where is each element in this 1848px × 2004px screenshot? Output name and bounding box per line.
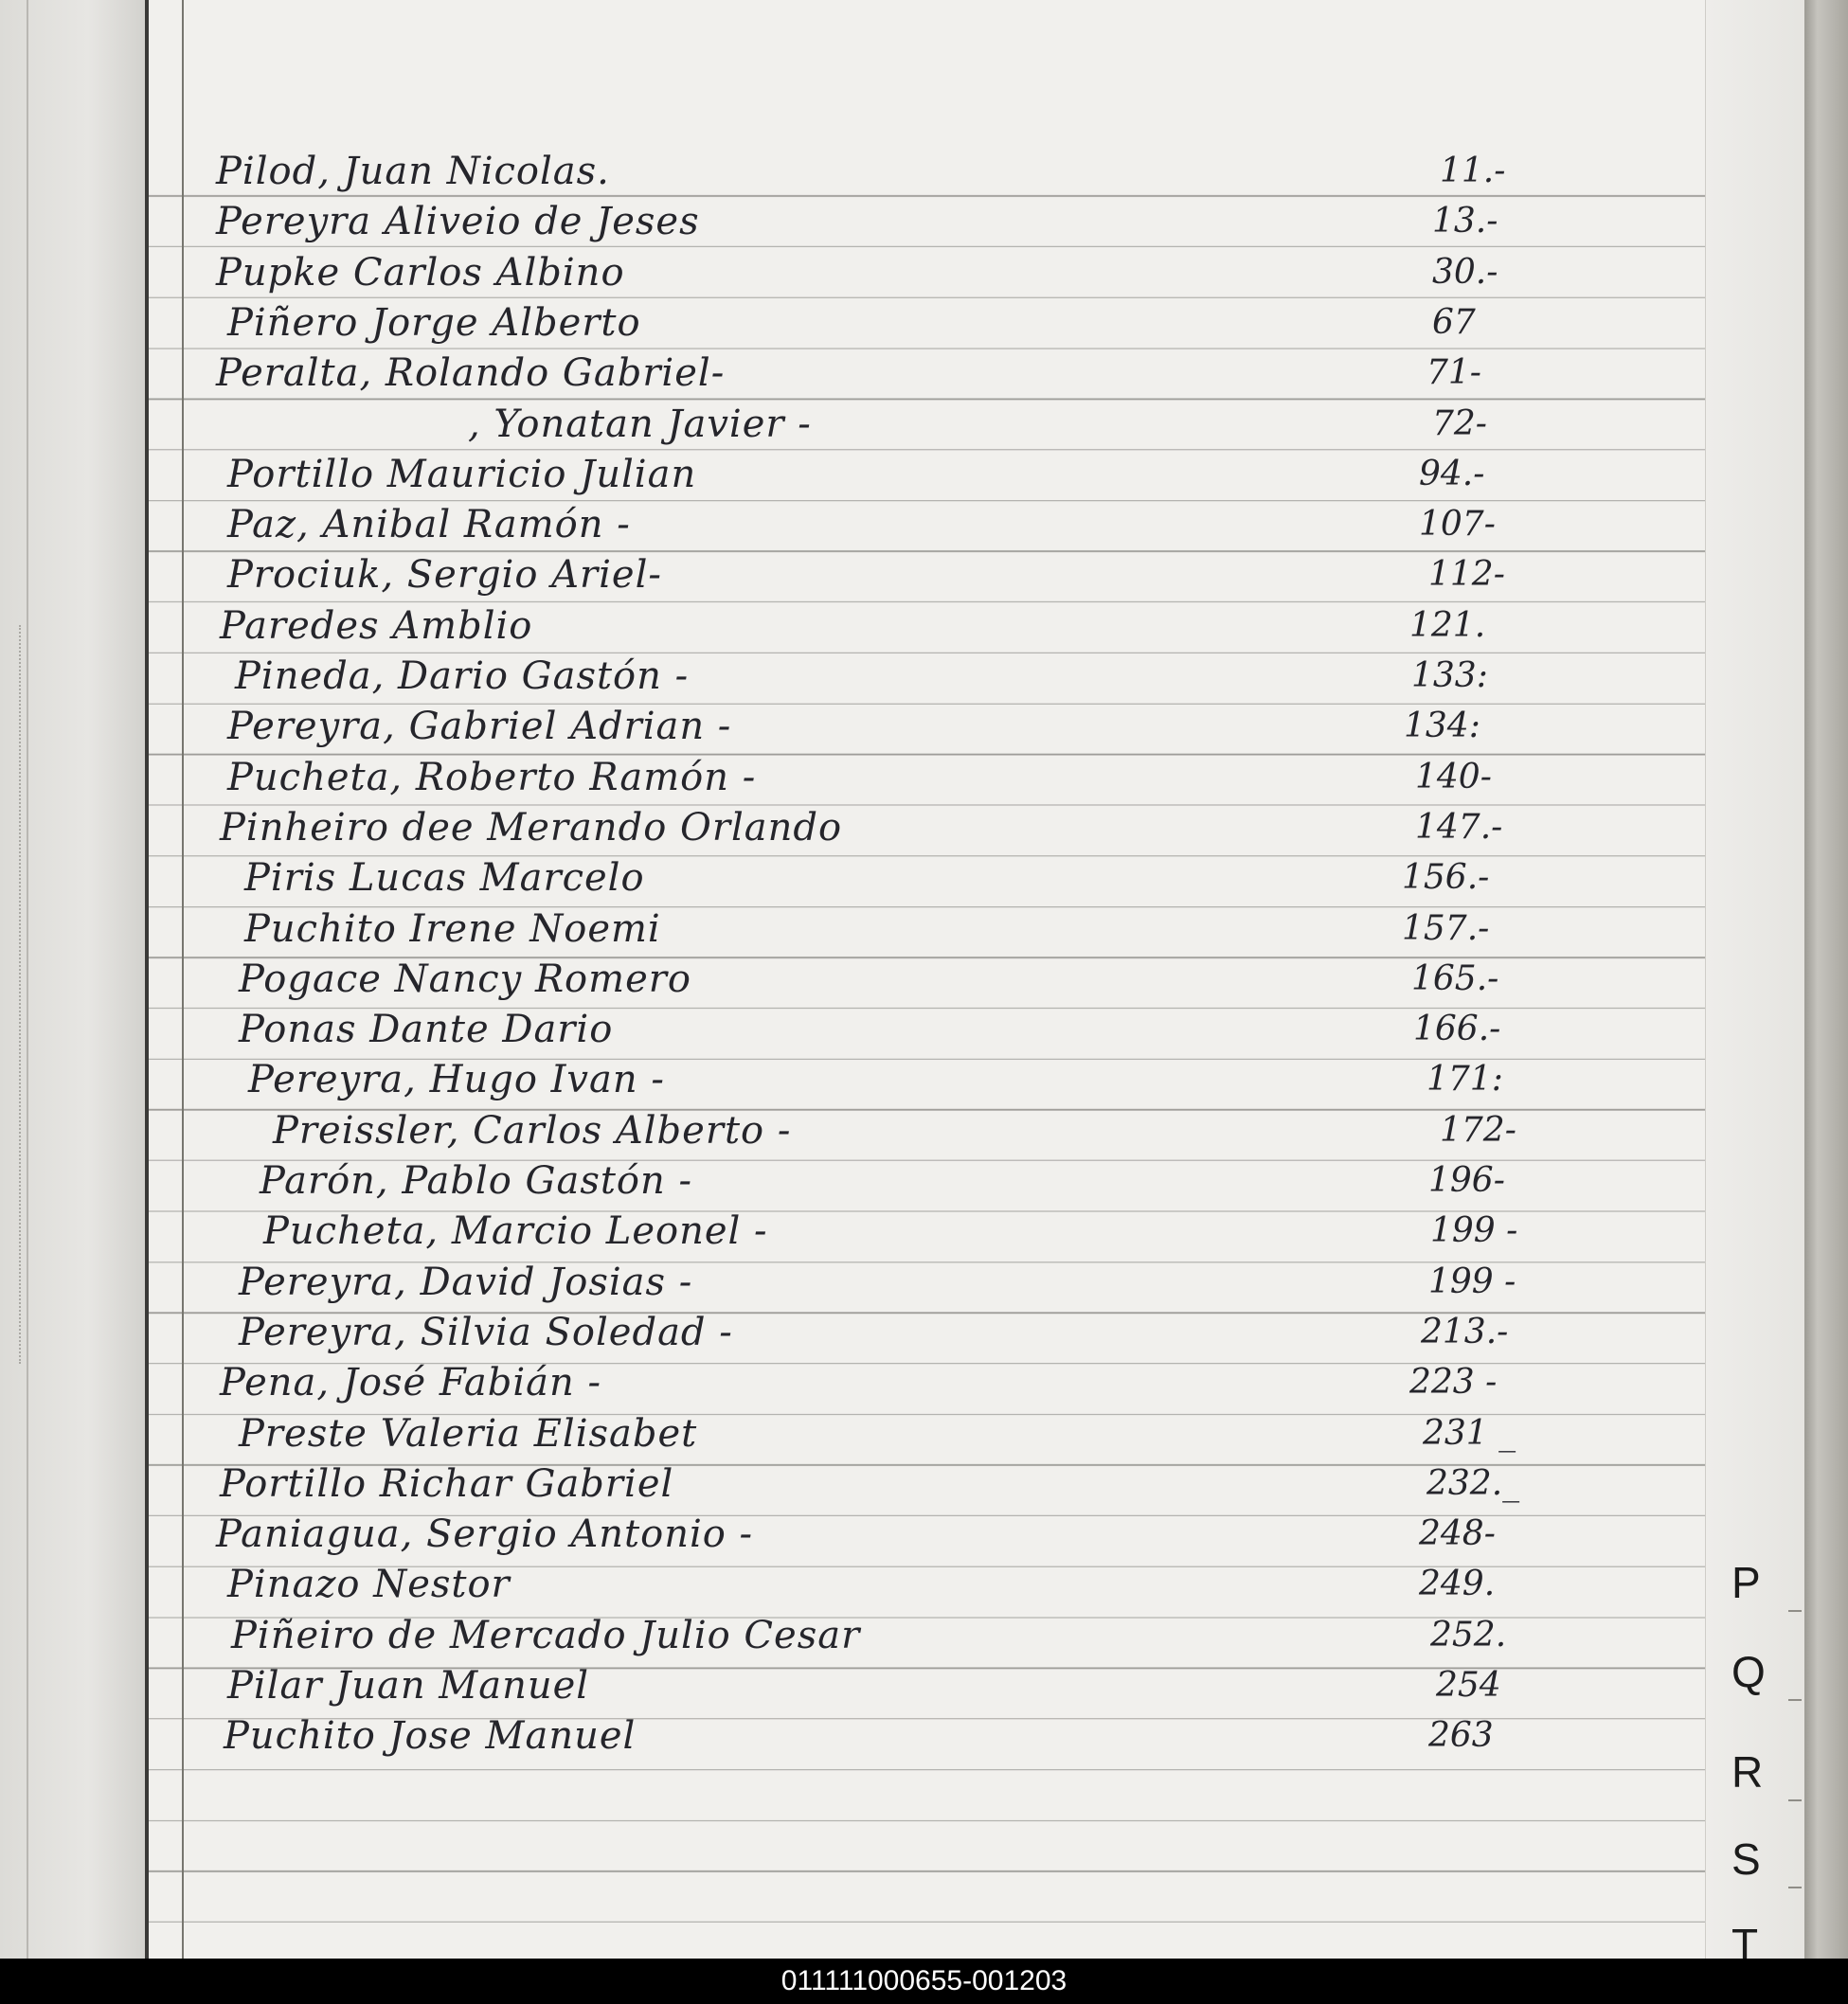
entry-name: Puchito Irene Noemi bbox=[244, 907, 661, 951]
index-tab-r: R bbox=[1731, 1747, 1764, 1797]
entry-number: 196- bbox=[1428, 1161, 1505, 1200]
entry-number: 199 - bbox=[1430, 1211, 1518, 1250]
entry-number: 157.- bbox=[1402, 909, 1490, 948]
entry-number: 171: bbox=[1426, 1060, 1503, 1099]
margin-rule bbox=[182, 0, 184, 1959]
entry-name: Pupke Carlos Albino bbox=[216, 251, 625, 295]
entry-number: 121. bbox=[1409, 606, 1486, 645]
entry-name: Paz, Anibal Ramón - bbox=[227, 503, 631, 546]
entry-name: Pilod, Juan Nicolas. bbox=[216, 150, 610, 193]
entry-number: 107- bbox=[1419, 505, 1496, 544]
entry-number: 133: bbox=[1411, 656, 1488, 695]
entry-name: Parón, Pablo Gastón - bbox=[260, 1159, 692, 1203]
entry-number: 231 _ bbox=[1423, 1414, 1516, 1453]
entry-name: Pineda, Dario Gastón - bbox=[235, 654, 690, 698]
entry-name: Pereyra, Gabriel Adrian - bbox=[227, 705, 732, 748]
entry-number: 112- bbox=[1428, 555, 1505, 594]
entry-number: 147.- bbox=[1415, 808, 1503, 847]
entry-name: Pereyra Aliveio de Jeses bbox=[216, 200, 700, 243]
scan-id: 011111000655-001203 bbox=[780, 1965, 1068, 1996]
entry-number: 94.- bbox=[1419, 455, 1485, 493]
entry-number: 134: bbox=[1404, 707, 1480, 745]
entry-name: Puchito Jose Manuel bbox=[224, 1714, 637, 1758]
tab-notch bbox=[1788, 1799, 1802, 1801]
entry-name: Pereyra, David Josias - bbox=[239, 1261, 693, 1304]
entry-number: 223 - bbox=[1409, 1363, 1498, 1402]
entry-name: Preste Valeria Elisabet bbox=[239, 1412, 698, 1456]
entry-number: 156.- bbox=[1402, 858, 1490, 897]
entry-name: Pucheta, Roberto Ramón - bbox=[227, 756, 757, 799]
entry-number: 30.- bbox=[1432, 253, 1498, 292]
entry-name: Pereyra, Hugo Ivan - bbox=[248, 1058, 665, 1101]
tab-notch bbox=[1788, 1887, 1802, 1888]
entry-number: 166.- bbox=[1413, 1010, 1501, 1048]
binding-holes bbox=[19, 625, 34, 1364]
index-tab-t: T bbox=[1731, 1920, 1759, 1959]
entry-name: , Yonatan Javier - bbox=[468, 403, 812, 446]
entry-number: 248- bbox=[1419, 1514, 1496, 1553]
entry-name: Portillo Richar Gabriel bbox=[220, 1462, 674, 1506]
page-edge bbox=[1804, 0, 1848, 1959]
index-tab-p: P bbox=[1731, 1558, 1761, 1607]
tab-notch bbox=[1788, 1699, 1802, 1701]
entry-number: 249. bbox=[1419, 1565, 1496, 1603]
entry-name: Pogace Nancy Romero bbox=[239, 957, 691, 1001]
entry-name: Peralta, Rolando Gabriel- bbox=[216, 351, 726, 395]
entry-name: Pinheiro dee Merando Orlando bbox=[220, 806, 843, 850]
entry-number: 165.- bbox=[1411, 959, 1499, 998]
entry-name: Paniagua, Sergio Antonio - bbox=[216, 1512, 754, 1556]
entry-name: Preissler, Carlos Alberto - bbox=[273, 1109, 792, 1153]
entry-number: 232._ bbox=[1426, 1464, 1520, 1503]
entry-number: 254 bbox=[1436, 1666, 1501, 1705]
entry-name: Pena, José Fabián - bbox=[220, 1361, 601, 1405]
entry-name: Piris Lucas Marcelo bbox=[244, 856, 645, 900]
entry-name: Pinazo Nestor bbox=[227, 1563, 511, 1606]
entry-number: 72- bbox=[1432, 404, 1487, 443]
entry-number: 213.- bbox=[1421, 1313, 1509, 1351]
entry-number: 11.- bbox=[1440, 152, 1506, 190]
entry-number: 140- bbox=[1415, 758, 1492, 796]
entry-number: 67 bbox=[1432, 303, 1476, 342]
entry-number: 71- bbox=[1426, 353, 1481, 392]
entry-number: 199 - bbox=[1428, 1262, 1516, 1301]
index-tab-q: Q bbox=[1731, 1647, 1766, 1696]
entry-name: Ponas Dante Dario bbox=[239, 1008, 614, 1051]
entry-name: Paredes Amblio bbox=[220, 604, 533, 648]
entry-name: Pilar Juan Manuel bbox=[227, 1664, 590, 1708]
entry-name: Portillo Mauricio Julian bbox=[227, 453, 697, 496]
entry-number: 13.- bbox=[1432, 202, 1498, 241]
entry-name: Pereyra, Silvia Soledad - bbox=[239, 1311, 733, 1354]
index-tab-s: S bbox=[1731, 1834, 1761, 1884]
entry-name: Piñeiro de Mercado Julio Cesar bbox=[231, 1614, 861, 1657]
entry-number: 263 bbox=[1428, 1716, 1494, 1755]
scan-id-bar bbox=[0, 1959, 1848, 2004]
entry-name: Pucheta, Marcio Leonel - bbox=[263, 1209, 768, 1253]
entry-number: 172- bbox=[1440, 1111, 1516, 1150]
tab-notch bbox=[1788, 1610, 1802, 1612]
entry-name: Piñero Jorge Alberto bbox=[227, 301, 641, 345]
entry-name: Prociuk, Sergio Ariel- bbox=[227, 553, 662, 597]
binding-line bbox=[145, 0, 149, 1959]
entry-number: 252. bbox=[1430, 1616, 1507, 1655]
